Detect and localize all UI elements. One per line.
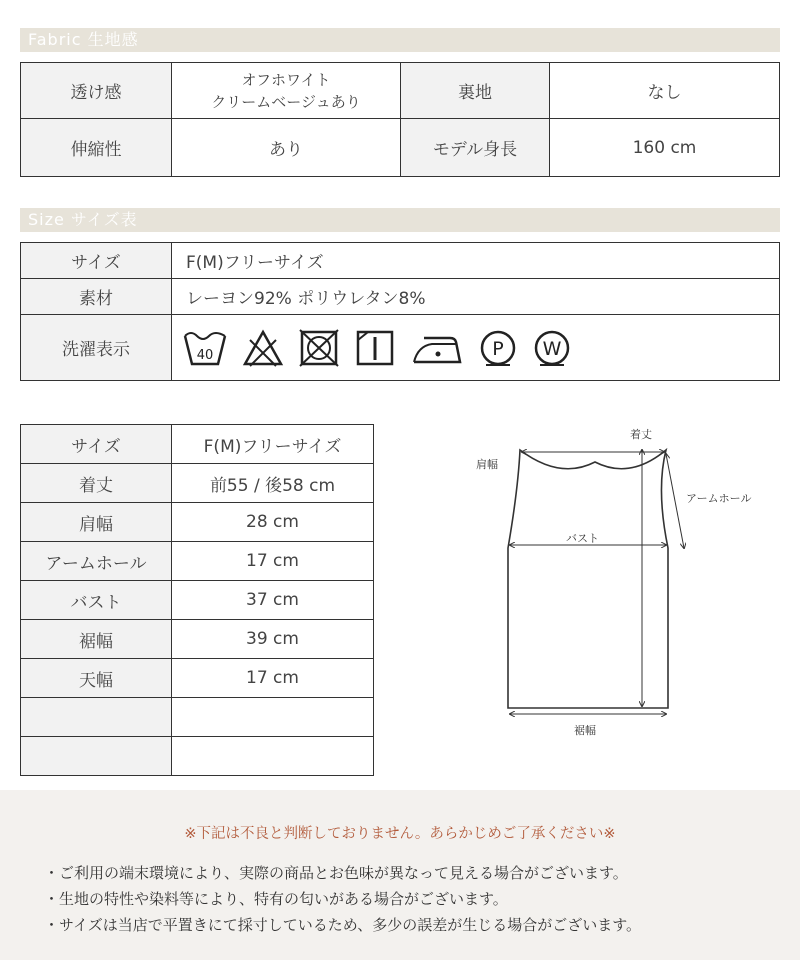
table-row <box>21 659 374 698</box>
armhole-arrow <box>666 454 684 548</box>
care-icons-cell <box>172 315 780 381</box>
table-row <box>21 698 374 737</box>
size-value: F(M)フリーサイズ <box>172 425 374 464</box>
fabric-value-transparency <box>172 63 401 119</box>
size-info-table <box>20 242 780 381</box>
transparency-line-2: クリームベージュあり <box>211 92 361 111</box>
bust-value: 37 cm <box>172 581 374 620</box>
notes-line: ・サイズは当店で平置きにて採寸しているため、多少の誤差が生じる場合がございます。 <box>44 916 642 934</box>
wash-40-icon <box>182 328 228 368</box>
size-info-label-size: サイズ <box>21 243 172 279</box>
hem-value: 39 cm <box>172 620 374 659</box>
size-info-label-care: 洗濯表示 <box>21 315 172 381</box>
size-info-value-material: レーヨン92% ポリウレタン8% <box>172 279 780 315</box>
notes-panel <box>0 790 800 960</box>
iron-low-icon <box>410 328 464 368</box>
wash-temp-text: 40 <box>196 347 214 363</box>
empty-label <box>21 698 172 737</box>
empty-label <box>21 737 172 776</box>
fabric-value-stretch: あり <box>172 119 401 177</box>
bust-diagram-label: バスト <box>566 532 599 545</box>
fabric-value-lining: なし <box>550 63 780 119</box>
length-diagram-label: 着丈 <box>630 428 652 441</box>
fabric-table <box>20 62 780 177</box>
shoulder-diagram-label: 肩幅 <box>476 458 498 471</box>
fabric-label-model-height: モデル身長 <box>401 119 550 177</box>
empty-value <box>172 698 374 737</box>
notes-title: ※下記は不良と判断しておりません。あらかじめご了承ください※ <box>184 826 616 842</box>
dry-clean-p-icon <box>478 328 518 368</box>
table-row <box>21 542 374 581</box>
bust-label: バスト <box>21 581 172 620</box>
top-width-label: 天幅 <box>21 659 172 698</box>
length-label: 着丈 <box>21 464 172 503</box>
dry-clean-p-text: P <box>492 337 504 360</box>
table-row <box>21 737 374 776</box>
tank-top-outline <box>508 450 668 708</box>
garment-diagram <box>470 420 780 750</box>
fabric-label-stretch: 伸縮性 <box>21 119 172 177</box>
shoulder-label: 肩幅 <box>21 503 172 542</box>
wet-clean-w-text: W <box>542 337 562 360</box>
notes-line: ・ご利用の端末環境により、実際の商品とお色味が異なって見える場合がございます。 <box>44 864 628 882</box>
no-tumble-dry-icon <box>298 328 340 368</box>
no-bleach-icon <box>242 328 284 368</box>
size-info-label-material: 素材 <box>21 279 172 315</box>
fabric-label-lining: 裏地 <box>401 63 550 119</box>
notes-line: ・生地の特性や染料等により、特有の匂いがある場合がございます。 <box>44 890 508 908</box>
table-row <box>21 464 374 503</box>
length-value: 前55 / 後58 cm <box>172 464 374 503</box>
size-measure-table <box>20 424 374 776</box>
wet-clean-w-icon <box>532 328 572 368</box>
top-width-value: 17 cm <box>172 659 374 698</box>
size-label: サイズ <box>21 425 172 464</box>
size-heading: Size サイズ表 <box>20 208 780 232</box>
transparency-line-1: オフホワイト <box>241 70 331 89</box>
hem-label: 裾幅 <box>21 620 172 659</box>
table-row <box>21 425 374 464</box>
table-row <box>21 620 374 659</box>
table-row <box>21 581 374 620</box>
fabric-value-model-height: 160 cm <box>550 119 780 177</box>
fabric-heading: Fabric 生地感 <box>20 28 780 52</box>
armhole-value: 17 cm <box>172 542 374 581</box>
hem-diagram-label: 裾幅 <box>574 724 596 737</box>
fabric-label-transparency: 透け感 <box>21 63 172 119</box>
table-row <box>21 503 374 542</box>
size-info-value-size: F(M)フリーサイズ <box>172 243 780 279</box>
empty-value <box>172 737 374 776</box>
line-dry-shade-icon <box>354 328 396 368</box>
armhole-label: アームホール <box>21 542 172 581</box>
shoulder-value: 28 cm <box>172 503 374 542</box>
armhole-diagram-label: アームホール <box>686 492 752 505</box>
